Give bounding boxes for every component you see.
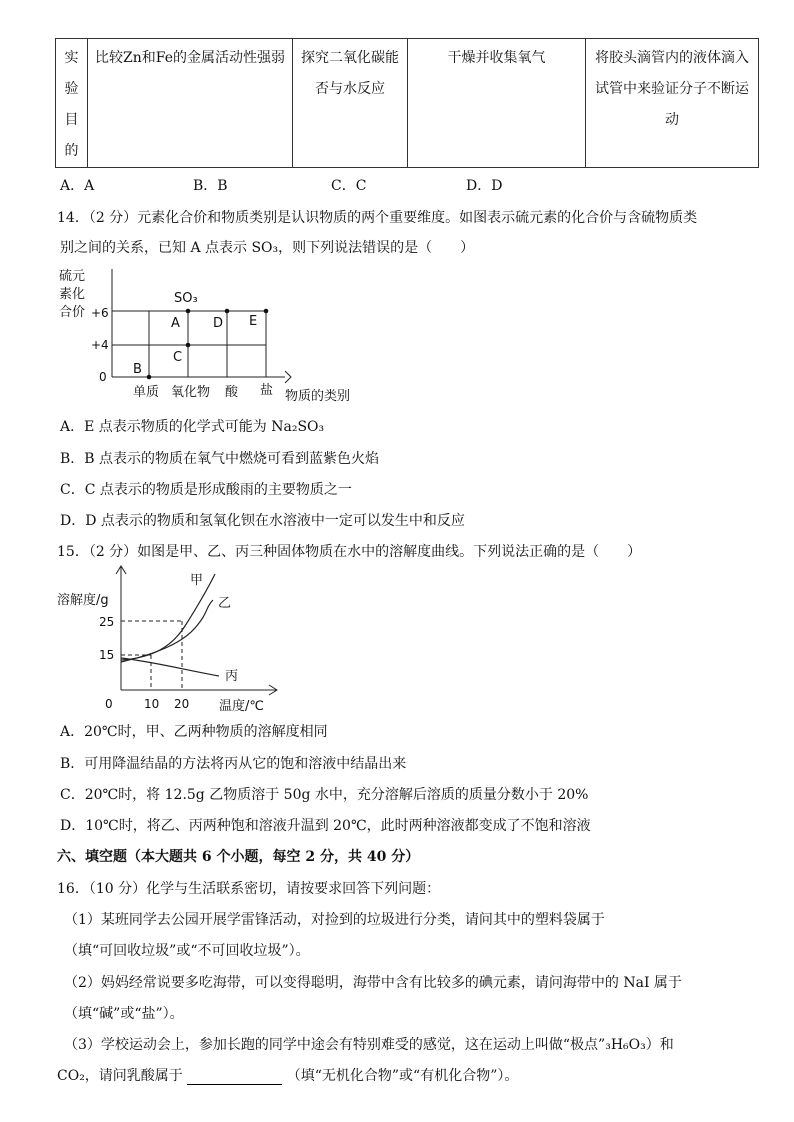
x-axis-label: 物质的类别: [285, 389, 351, 404]
ytick-15: 15: [99, 648, 115, 662]
q13-option-d[interactable]: D．D: [466, 178, 503, 194]
q13-option-b[interactable]: B．B: [193, 178, 228, 194]
point-e: [264, 309, 269, 314]
label-b: B: [133, 362, 142, 377]
ytick-plus4: +4: [91, 338, 109, 352]
y-axis-label: 溶解度/g: [57, 593, 109, 608]
ytick-plus6: +6: [91, 306, 109, 320]
table-row: [56, 39, 759, 168]
ytick-zero: 0: [99, 370, 107, 384]
section-heading: 六、填空题（本大题共 6 个小题，每空 2 分，共 40 分）: [57, 849, 420, 865]
curve-bing: [121, 658, 219, 676]
experiment-table: [55, 38, 759, 168]
point-b: [147, 375, 152, 380]
q13-option-c[interactable]: C．C: [331, 178, 367, 194]
series-label-yi: 乙: [218, 596, 232, 611]
q16-stem: 16．（10 分）化学与生活联系密切，请按要求回答下列问题：: [57, 881, 441, 897]
xtick-acid: 酸: [225, 385, 239, 400]
label-so3: SO₃: [174, 291, 198, 306]
q16-part1-line2: （填“可回收垃圾”或“不可回收垃圾”）。: [64, 943, 310, 959]
table-cell: 干燥并收集氧气: [408, 39, 586, 168]
curve-yi: [121, 600, 213, 662]
ytick-zero: 0: [105, 697, 113, 711]
xtick-oxide: 氧化物: [171, 385, 211, 400]
q13-option-a[interactable]: A．A: [60, 178, 95, 194]
label-e: E: [249, 314, 258, 329]
q16-part1-line1: （1）某班同学去公园开展学雷锋活动，对捡到的垃圾进行分类，请问其中的塑料袋属于: [64, 912, 605, 928]
q14-stem-line1: 14．（2 分）元素化合价和物质类别是认识物质的两个重要维度。如图表示硫元素的化合价与含硫物质类: [57, 210, 698, 226]
chart-ylabel-line: 素化: [59, 287, 86, 302]
q16-part3-line1: （3）学校运动会上，参加长跑的同学中途会有特别难受的感觉，这在运动上叫做“极点”₃H₆O₃）和: [64, 1037, 674, 1053]
q16-part2-line1: （2）妈妈经常说要多吃海带，可以变得聪明，海带中含有比较多的碘元素，请问海带中的 NaI 属于: [64, 975, 682, 991]
q14-valence-chart: [55, 265, 375, 410]
x-axis-arrow: [285, 371, 291, 383]
q14-stem-line2: 别之间的关系，已知 A 点表示 SO₃，则下列说法错误的是（ ）: [60, 240, 475, 256]
point-a: [186, 309, 191, 314]
q15-option-a[interactable]: A．20℃时，甲、乙两种物质的溶解度相同: [60, 724, 328, 740]
answer-blank[interactable]: [187, 1070, 282, 1085]
label-d: D: [213, 316, 224, 331]
q15-option-d[interactable]: D．10℃时，将乙、丙两种饱和溶液升温到 20℃，此时两种溶液都变成了不饱和溶液: [60, 818, 591, 834]
label-c: C: [173, 350, 183, 365]
q14-option-a[interactable]: A．E 点表示物质的化学式可能为 Na₂SO₃: [60, 419, 325, 435]
table-header-cell: 实 验 目 的: [56, 39, 88, 168]
series-label-bing: 丙: [225, 669, 239, 684]
chart-ylabel-line: 硫元: [59, 269, 86, 284]
q15-solubility-chart: [55, 562, 295, 717]
q14-option-b[interactable]: B．B 点表示的物质在氧气中燃烧可看到蓝紫色火焰: [60, 451, 380, 467]
q14-option-d[interactable]: D．D 点表示的物质和氢氧化钡在水溶液中一定可以发生中和反应: [60, 513, 465, 529]
x-axis-label: 温度/℃: [219, 699, 264, 714]
point-c: [186, 343, 191, 348]
q15-option-b[interactable]: B．可用降温结晶的方法将丙从它的饱和溶液中结晶出来: [60, 756, 407, 772]
table-cell: 将胶头滴管内的液体滴入试管中来验证分子不断运动: [586, 39, 759, 168]
q14-option-c[interactable]: C．C 点表示的物质是形成酸雨的主要物质之一: [60, 482, 352, 498]
xtick-simple: 单质: [133, 385, 160, 400]
ytick-25: 25: [99, 615, 115, 629]
table-cell: 比较Zn和Fe的金属活动性强弱: [88, 39, 293, 168]
q16-part3-line2: CO₂，请问乳酸属于 （填“无机化合物”或“有机化合物”）。: [57, 1068, 519, 1084]
xtick-salt: 盐: [260, 383, 274, 398]
xtick-20: 20: [174, 697, 190, 711]
q15-option-c[interactable]: C．20℃时，将 12.5g 乙物质溶于 50g 水中，充分溶解后溶质的质量分数小于 20%: [60, 787, 589, 803]
table-cell: 探究二氧化碳能否与水反应: [293, 39, 408, 168]
q16-part2-line2: （填“碱”或“盐”）。: [64, 1006, 184, 1022]
xtick-10: 10: [144, 697, 160, 711]
q15-stem: 15．（2 分）如图是甲、乙、丙三种固体物质在水中的溶解度曲线。下列说法正确的是（ ）: [57, 544, 642, 560]
series-label-jia: 甲: [190, 573, 204, 588]
chart-ylabel-line: 合价: [59, 305, 86, 320]
label-a: A: [171, 316, 180, 331]
point-d: [225, 309, 230, 314]
